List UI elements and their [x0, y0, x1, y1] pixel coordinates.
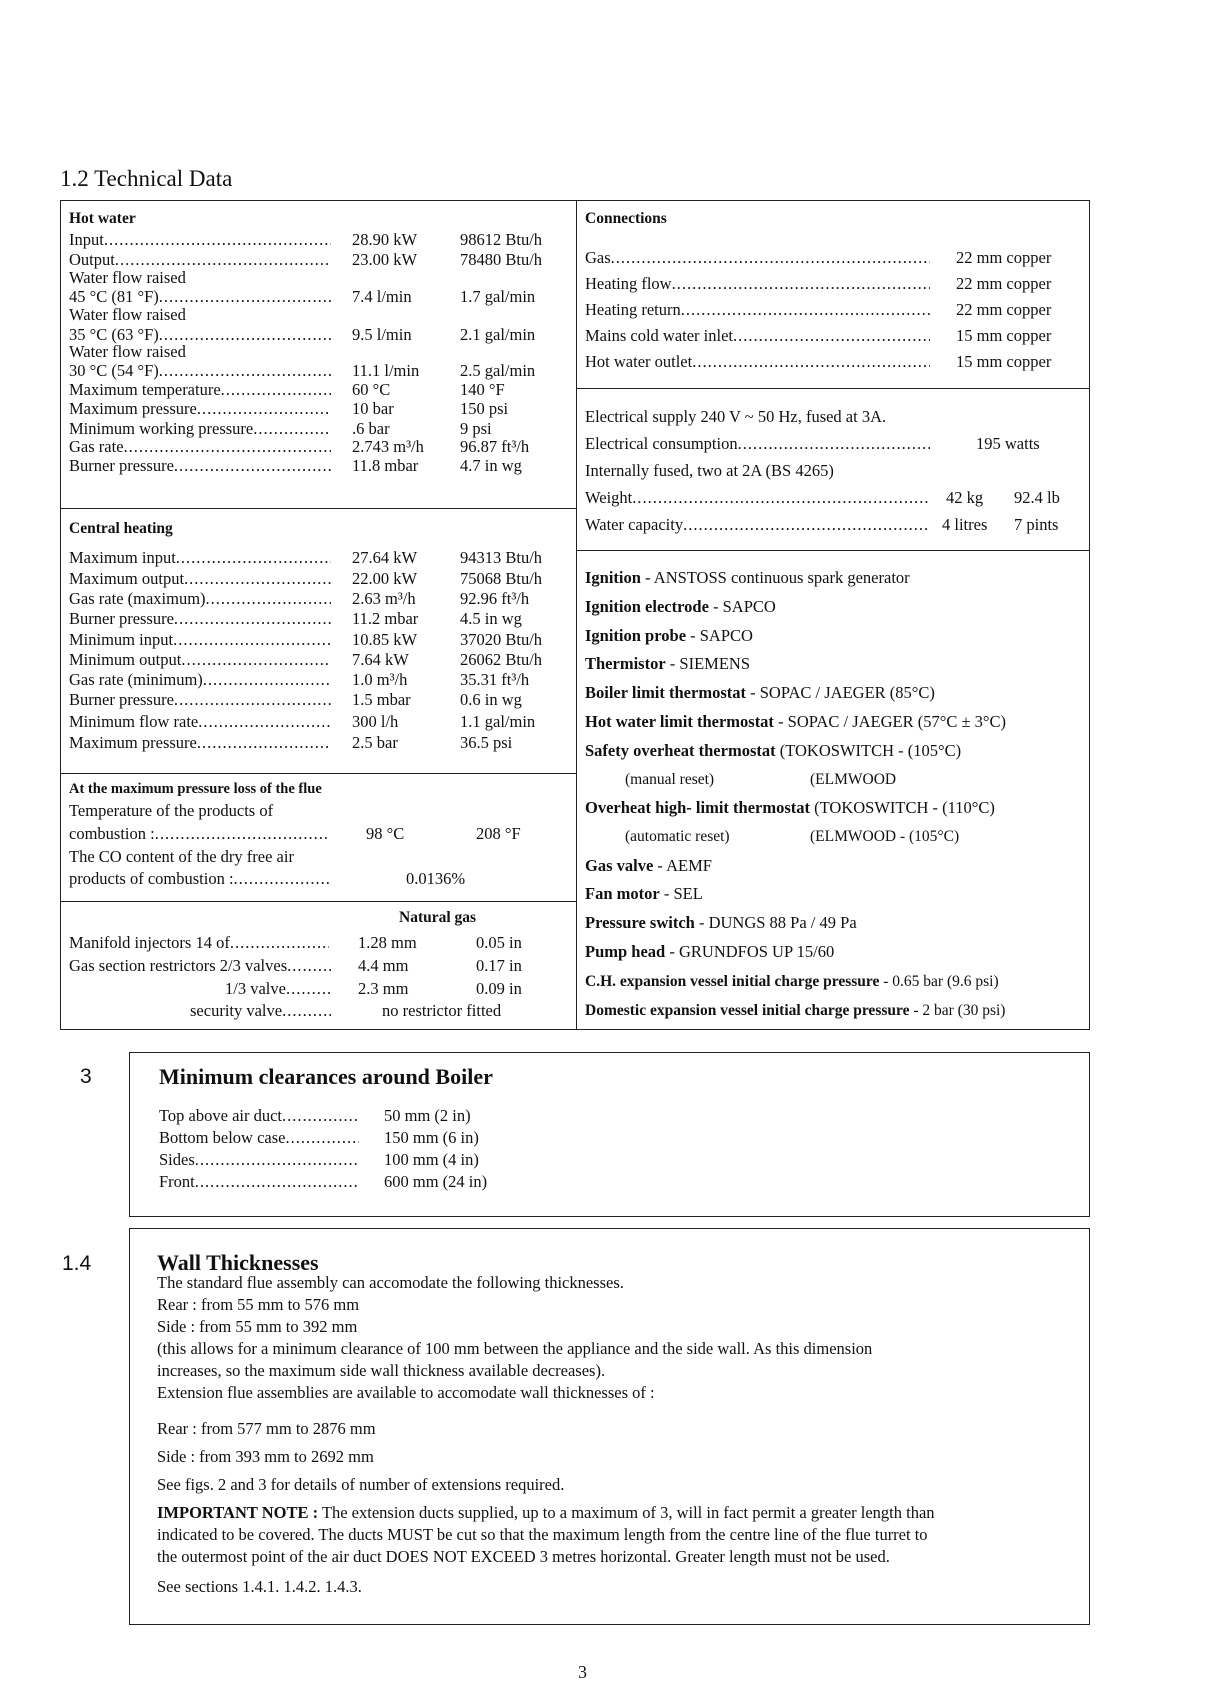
flue-temp-label-1: Temperature of the products of [69, 801, 274, 820]
label-text: products of combustion : [69, 869, 234, 888]
component-detail: - GRUNDFOS UP 15/60 [665, 942, 835, 961]
connection-label [585, 326, 930, 346]
walls-section-number: 1.4 [62, 1252, 92, 1275]
natural-gas-label [69, 956, 331, 976]
central-heating-heading: Central heating [69, 520, 173, 537]
hot-water-value-imperial: 140 °F [460, 380, 505, 399]
component-item [585, 741, 961, 761]
central-heating-value-imperial: 92.96 ft³/h [460, 589, 530, 608]
connection-label [585, 352, 930, 372]
weight-lb: 92.4 lb [1014, 488, 1060, 507]
central-heating-label [69, 589, 331, 609]
component-detail: - DUNGS 88 Pa / 49 Pa [694, 913, 857, 932]
hot-water-value-imperial: 150 psi [460, 399, 509, 418]
component-item [585, 683, 935, 703]
hot-water-value-metric: 9.5 l/min [352, 325, 412, 344]
label-text: Mains cold water inlet [585, 326, 734, 345]
connection-label [585, 248, 930, 268]
divider [60, 773, 577, 774]
hot-water-value-imperial: 96.87 ft³/h [460, 437, 530, 456]
component-detail: - SOPAC / JAEGER (85°C) [746, 683, 935, 702]
hot-water-label: Water flow raised [69, 342, 186, 361]
label-text: Sides [159, 1150, 195, 1169]
central-heating-label [69, 690, 331, 710]
natural-gas-value-mm: 1.28 mm [358, 933, 417, 952]
central-heating-value-metric: 22.00 kW [352, 569, 418, 588]
walls-text-line: Side : from 55 mm to 392 mm [157, 1317, 358, 1336]
hot-water-value-metric: 11.1 l/min [352, 361, 420, 380]
component-item [585, 798, 995, 818]
natural-gas-value-mm: 4.4 mm [358, 956, 409, 975]
natural-gas-value-in: 0.17 in [476, 956, 522, 975]
label-text: Maximum pressure [69, 399, 197, 418]
label-text: Manifold injectors 14 of [69, 933, 230, 952]
component-name: Hot water limit thermostat [585, 712, 774, 731]
label-text: Input [69, 230, 104, 249]
label-text: Bottom below case [159, 1128, 286, 1147]
walls-rear-extension: Rear : from 577 mm to 2876 mm [157, 1419, 376, 1438]
component-item [585, 1000, 1005, 1021]
flue-co-label-1: The CO content of the dry free air [69, 847, 294, 866]
label-text: Water capacity [585, 515, 684, 534]
central-heating-value-metric: 7.64 kW [352, 650, 409, 669]
central-heating-label [69, 670, 331, 690]
component-item [585, 654, 750, 674]
water-capacity-pints: 7 pints [1014, 515, 1059, 534]
component-detail: - 0.65 bar (9.6 psi) [879, 973, 999, 990]
hot-water-label [69, 399, 331, 419]
hot-water-value-metric: 2.743 m³/h [352, 437, 424, 456]
clearance-label [159, 1172, 359, 1192]
component-detail: (TOKOSWITCH - (105°C) [775, 741, 962, 760]
clearance-label [159, 1106, 359, 1126]
central-heating-value-metric: 1.5 mbar [352, 690, 411, 709]
component-name: Thermistor [585, 654, 666, 673]
clearance-label [159, 1150, 359, 1170]
component-detail: - SAPCO [708, 597, 776, 616]
hot-water-label [69, 456, 331, 476]
walls-text-line: Rear : from 55 mm to 576 mm [157, 1295, 360, 1314]
hot-water-heading: Hot water [69, 210, 136, 227]
component-reset-type: (automatic reset) [625, 828, 730, 845]
component-detail: - SEL [659, 884, 703, 903]
label-text: combustion : [69, 824, 155, 843]
hot-water-label [69, 230, 331, 250]
central-heating-label [69, 630, 331, 650]
page-number: 3 [578, 1662, 587, 1682]
central-heating-value-imperial: 4.5 in wg [460, 609, 522, 628]
connection-label [585, 274, 930, 294]
component-name: Safety overheat thermostat [585, 741, 776, 760]
component-name: Ignition electrode [585, 597, 709, 616]
page-title: 1.2 Technical Data [60, 166, 233, 191]
label-text: Heating return [585, 300, 681, 319]
flue-temp-c: 98 °C [366, 824, 405, 843]
hot-water-label [69, 250, 331, 270]
central-heating-value-metric: 11.2 mbar [352, 609, 419, 628]
hot-water-value-imperial: 98612 Btu/h [460, 230, 543, 249]
component-name: Gas valve [585, 856, 654, 875]
component-alt-maker: (ELMWOOD [810, 771, 897, 788]
clearance-value: 150 mm (6 in) [384, 1128, 479, 1147]
central-heating-value-metric: 300 l/h [352, 712, 399, 731]
label-text: 45 °C (81 °F) [69, 287, 159, 306]
connection-value: 15 mm copper [956, 352, 1052, 371]
natural-gas-label [69, 933, 329, 953]
component-alt-maker: (ELMWOOD - (105°C) [810, 828, 960, 845]
central-heating-value-imperial: 37020 Btu/h [460, 630, 543, 649]
walls-text-line: (this allows for a minimum clearance of 100 mm between the appliance and the side wall. As this dimension [157, 1339, 873, 1358]
label-text: Minimum output [69, 650, 182, 669]
hot-water-label [69, 419, 331, 439]
central-heating-value-metric: 1.0 m³/h [352, 670, 408, 689]
central-heating-value-imperial: 75068 Btu/h [460, 569, 543, 588]
component-detail: - SOPAC / JAEGER (57°C ± 3°C) [773, 712, 1006, 731]
walls-text-line: The standard flue assembly can accomodate the following thicknesses. [157, 1273, 624, 1292]
label-text: Heating flow [585, 274, 672, 293]
internally-fused: Internally fused, two at 2A (BS 4265) [585, 461, 834, 480]
label-text: Gas rate (minimum) [69, 670, 203, 689]
weight-label [585, 488, 930, 508]
component-item [585, 568, 910, 588]
walls-text-line: Extension flue assemblies are available to accomodate wall thicknesses of : [157, 1383, 655, 1402]
central-heating-label [69, 569, 331, 589]
important-note-line-3: the outermost point of the air duct DOES NOT EXCEED 3 metres horizontal. Greater length must not be used. [157, 1547, 890, 1566]
connection-value: 22 mm copper [956, 248, 1052, 267]
label-text: Front [159, 1172, 195, 1191]
hot-water-value-imperial: 2.5 gal/min [460, 361, 536, 380]
central-heating-label [69, 609, 331, 629]
label-text: Maximum output [69, 569, 185, 588]
flue-temp-label-2 [69, 824, 329, 844]
central-heating-value-imperial: 36.5 psi [460, 733, 513, 752]
label-text: Electrical consumption [585, 434, 738, 453]
walls-text-line: increases, so the maximum side wall thickness available decreases). [157, 1361, 606, 1380]
clearance-label [159, 1128, 359, 1148]
water-capacity-label [585, 515, 930, 535]
label-text: 35 °C (63 °F) [69, 325, 159, 344]
component-name: Overheat high- limit thermostat [585, 798, 810, 817]
component-name: Ignition probe [585, 626, 687, 645]
label-text: Burner pressure [69, 456, 174, 475]
important-note-label: IMPORTANT NOTE : [157, 1503, 319, 1522]
component-name: Fan motor [585, 884, 660, 903]
connection-label [585, 300, 930, 320]
flue-co-value: 0.0136% [406, 869, 466, 888]
hot-water-label [69, 287, 331, 307]
central-heating-value-metric: 2.63 m³/h [352, 589, 416, 608]
component-item [585, 626, 753, 646]
central-heating-value-imperial: 26062 Btu/h [460, 650, 543, 669]
divider [576, 550, 1090, 551]
label-text: Minimum input [69, 630, 174, 649]
hot-water-label [69, 361, 331, 381]
hot-water-value-metric: 23.00 kW [352, 250, 418, 269]
component-name: Domestic expansion vessel initial charge pressure [585, 1002, 910, 1019]
component-item [585, 597, 776, 617]
central-heating-value-metric: 27.64 kW [352, 548, 418, 567]
important-note-line-2: indicated to be covered. The ducts MUST be cut so that the maximum length from the centre line of the flue turret to [157, 1525, 928, 1544]
label-text: Minimum flow rate [69, 712, 199, 731]
flue-heading: At the maximum pressure loss of the flue [69, 781, 322, 797]
component-name: C.H. expansion vessel initial charge pressure [585, 973, 880, 990]
component-detail: - 2 bar (30 psi) [909, 1002, 1006, 1019]
label-text: Burner pressure [69, 690, 174, 709]
natural-gas-value-in: 0.09 in [476, 979, 522, 998]
component-item [585, 856, 712, 876]
component-item [585, 884, 703, 904]
hot-water-value-imperial: 9 psi [460, 419, 492, 438]
label-text: Gas section restrictors 2/3 valves [69, 956, 288, 975]
component-item [585, 913, 857, 933]
natural-gas-value-in: 0.05 in [476, 933, 522, 952]
component-detail: (TOKOSWITCH - (110°C) [810, 798, 995, 817]
central-heating-label [69, 733, 331, 753]
central-heating-label [69, 712, 331, 732]
component-detail: - ANSTOSS continuous spark generator [640, 568, 910, 587]
hot-water-value-imperial: 2.1 gal/min [460, 325, 536, 344]
walls-sections-ref: See sections 1.4.1. 1.4.2. 1.4.3. [157, 1577, 362, 1596]
central-heating-value-metric: 2.5 bar [352, 733, 398, 752]
component-name: Pressure switch [585, 913, 695, 932]
hot-water-value-metric: .6 bar [352, 419, 390, 438]
clearances-heading: Minimum clearances around Boiler [159, 1064, 493, 1089]
connection-value: 22 mm copper [956, 274, 1052, 293]
label-text: Gas [585, 248, 611, 267]
central-heating-value-imperial: 35.31 ft³/h [460, 670, 530, 689]
flue-co-label-2 [69, 869, 329, 889]
label-text: 30 °C (54 °F) [69, 361, 159, 380]
label-text: Gas rate (maximum) [69, 589, 206, 608]
electrical-consumption-value: 195 watts [976, 434, 1040, 453]
hot-water-label: Water flow raised [69, 305, 186, 324]
important-note-text: The extension ducts supplied, up to a maximum of 3, will in fact permit a greater length than [318, 1503, 935, 1522]
connection-value: 15 mm copper [956, 326, 1052, 345]
central-heating-value-metric: 10.85 kW [352, 630, 418, 649]
central-heating-label [69, 548, 331, 568]
walls-side-extension: Side : from 393 mm to 2692 mm [157, 1447, 374, 1466]
component-reset-type: (manual reset) [625, 771, 715, 788]
water-capacity-litres: 4 litres [942, 515, 988, 534]
component-name: Pump head [585, 942, 666, 961]
divider [576, 388, 1090, 389]
component-item [585, 942, 834, 962]
label-text: Burner pressure [69, 609, 174, 628]
divider [60, 508, 577, 509]
hot-water-label [69, 437, 331, 457]
label-text: Maximum temperature [69, 380, 221, 399]
connection-value: 22 mm copper [956, 300, 1052, 319]
component-item [585, 712, 1006, 732]
label-text: Minimum working pressure [69, 419, 254, 438]
label-text: security valve [190, 1001, 283, 1020]
hot-water-value-imperial: 1.7 gal/min [460, 287, 536, 306]
flue-temp-f: 208 °F [476, 824, 521, 843]
central-heating-label [69, 650, 331, 670]
natural-gas-value-mm: 2.3 mm [358, 979, 409, 998]
clearance-value: 50 mm (2 in) [384, 1106, 471, 1125]
hot-water-value-metric: 11.8 mbar [352, 456, 419, 475]
central-heating-value-imperial: 1.1 gal/min [460, 712, 536, 731]
weight-kg: 42 kg [946, 488, 984, 507]
central-heating-value-imperial: 0.6 in wg [460, 690, 522, 709]
column-divider [576, 200, 577, 1030]
natural-gas-heading: Natural gas [399, 909, 477, 926]
component-detail: - SAPCO [686, 626, 753, 645]
label-text: Top above air duct [159, 1106, 283, 1125]
hot-water-label [69, 380, 331, 400]
natural-gas-label [190, 1001, 331, 1021]
hot-water-value-metric: 60 °C [352, 380, 391, 399]
hot-water-label: Water flow raised [69, 268, 186, 287]
connections-heading: Connections [585, 210, 667, 227]
walls-figs-note: See figs. 2 and 3 for details of number of extensions required. [157, 1475, 565, 1494]
hot-water-value-imperial: 78480 Btu/h [460, 250, 543, 269]
natural-gas-label [225, 979, 331, 999]
component-name: Ignition [585, 568, 641, 587]
label-text: Maximum pressure [69, 733, 197, 752]
label-text: Maximum input [69, 548, 176, 567]
component-detail: - AEMF [653, 856, 712, 875]
component-item [585, 971, 999, 992]
label-text: Gas rate [69, 437, 124, 456]
label-text: Hot water outlet [585, 352, 693, 371]
walls-heading: Wall Thicknesses [157, 1250, 319, 1275]
clearance-value: 600 mm (24 in) [384, 1172, 488, 1191]
divider [60, 901, 577, 902]
label-text: Output [69, 250, 115, 269]
component-detail: - SIEMENS [665, 654, 750, 673]
electrical-supply: Electrical supply 240 V ~ 50 Hz, fused at 3A. [585, 407, 887, 426]
hot-water-value-metric: 7.4 l/min [352, 287, 412, 306]
natural-gas-value: no restrictor fitted [382, 1001, 502, 1020]
label-text: 1/3 valve [225, 979, 286, 998]
central-heating-value-imperial: 94313 Btu/h [460, 548, 543, 567]
important-note-line-1 [157, 1502, 935, 1524]
hot-water-value-metric: 28.90 kW [352, 230, 418, 249]
label-text: Weight [585, 488, 633, 507]
hot-water-value-metric: 10 bar [352, 399, 394, 418]
electrical-consumption-label [585, 434, 930, 454]
clearances-section-number: 3 [80, 1065, 92, 1088]
hot-water-value-imperial: 4.7 in wg [460, 456, 522, 475]
component-name: Boiler limit thermostat [585, 683, 746, 702]
clearance-value: 100 mm (4 in) [384, 1150, 479, 1169]
